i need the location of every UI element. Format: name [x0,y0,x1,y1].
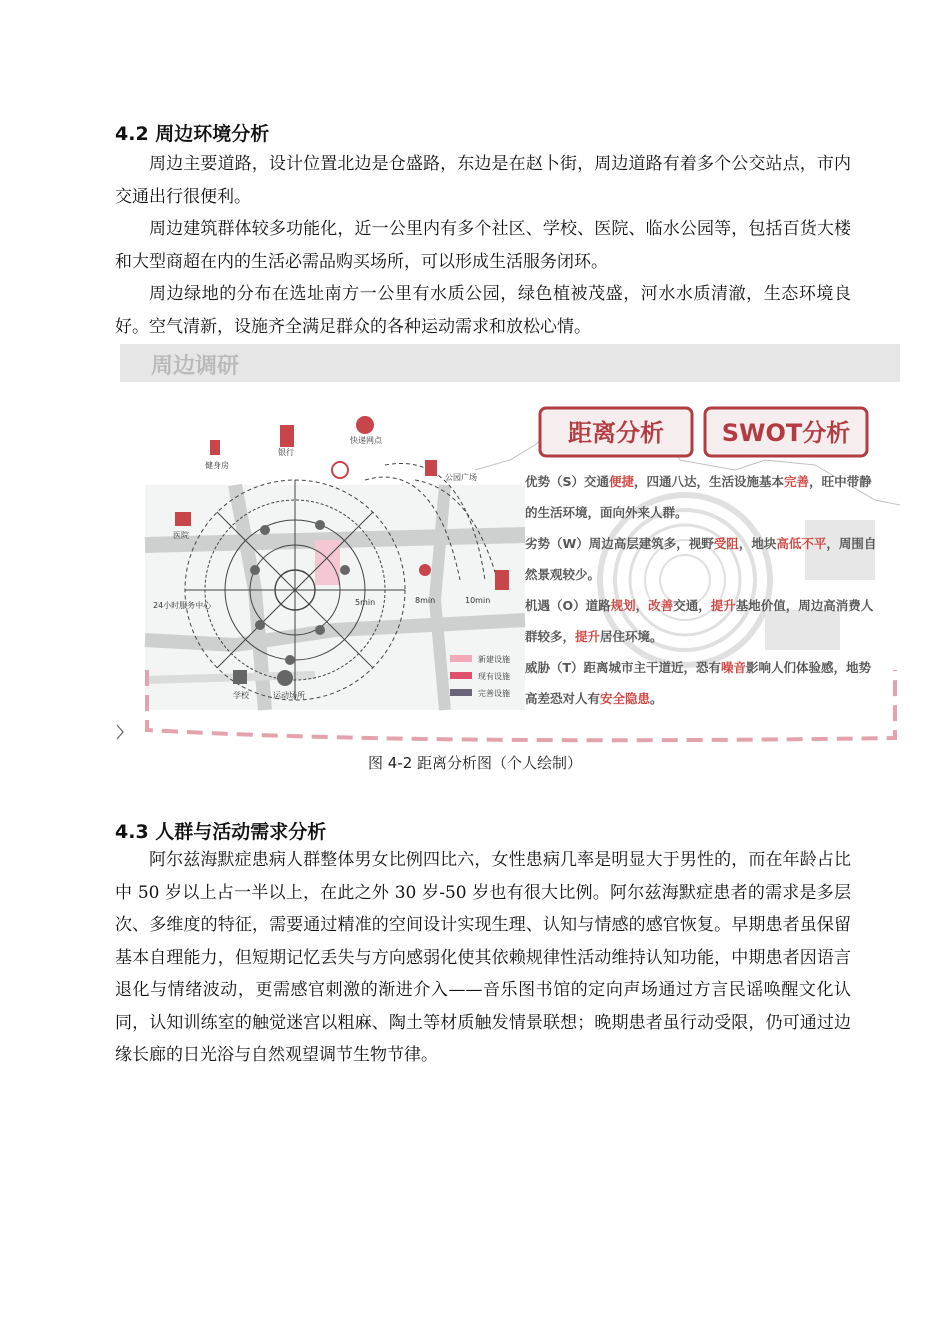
fitness-icon [210,440,220,455]
tab-swot-label: SWOT分析 [721,419,851,447]
distance-analysis-figure [115,340,900,745]
label-sports: 运动场所 [273,691,305,700]
figure-caption: 图 4-2 距离分析图（个人绘制） [367,754,583,772]
paragraph: 周边主要道路，设计位置北边是仓盛路，东边是在赵卜街，周边道路有着多个公交站点，市内交通出行很便利。 [115,154,851,207]
legend-improve: 完善设施 [478,689,510,698]
banner-title: 周边调研 [151,354,240,379]
label-park: 公园广场 [445,473,477,482]
label-fitness: 健身房 [205,461,229,470]
legend-swatch-new [450,655,472,662]
sports-icon [277,670,293,686]
legend [450,654,510,698]
legend-swatch-existing [450,672,472,679]
label-school: 学校 [233,691,249,700]
svg-text:的生活环境，面向外来人群。: 的生活环境，面向外来人群。 [525,505,688,520]
svg-text:高差恐对人有安全隐患。: 高差恐对人有安全隐患。 [525,691,663,706]
tab-distance-label: 距离分析 [568,419,664,447]
clock-icon [332,462,348,478]
section-heading-4-2: 4.2 周边环境分析 [115,123,270,145]
legend-swatch-improve [450,689,472,696]
label-distance-3: 10min [465,596,491,605]
school-icon [233,670,247,684]
svg-text:机遇（O）道路规划，改善交通，提升基地价值，周边高消费人: 机遇（O）道路规划，改善交通，提升基地价值，周边高消费人 [525,598,874,613]
label-bank: 银行 [278,448,294,457]
label-distance-1: 5min [355,598,376,607]
arrow-icon [117,725,123,739]
bank-icon [280,425,294,447]
svg-text:威胁（T）距离城市主干道近，恐有噪音影响人们体验感，地势: 威胁（T）距离城市主干道近，恐有噪音影响人们体验感，地势 [525,660,872,675]
svg-text:然景观较少。: 然景观较少。 [525,567,601,582]
label-distance-2: 8min [415,596,436,605]
paragraph: 阿尔兹海默症患病人群整体男女比例四比六，女性患病几率是明显大于男性的，而在年龄占比中 50 岁以上占一半以上，在此之外 30 岁-50 岁也有很大比例。阿尔兹海默症患者的需求是多层次、多维度的特征，需要通过精准的空间设计实现生理、认知与情感的感官恢复。早期患者虽保留基本自理能力，但短期记忆丢失与方向感弱化使其依赖规律性活动维持认知功能，中期患者因语言退化与情绪波动，更需感官刺激的渐进介入——音乐图书馆的定向声场通过方言民谣唤醒文化认同，认知训练室的触觉迷宫以粗麻、陶土等材质触发情景联想；晚期患者虽行动受限，仍可通过边缘长廊的日光浴与自然观望调节生物节律。 [115,850,851,1065]
legend-new: 新建设施 [478,655,510,664]
label-hospital: 医院 [173,531,189,540]
label-delivery: 快递网点 [350,436,382,445]
label-service: 24小时服务中心 [153,601,212,610]
swot-text [525,474,876,706]
delivery-icon [356,416,374,434]
transit-icon [495,570,509,590]
svg-text:优势（S）交通便捷，四通八达，生活设施基本完善，旺中带静: 优势（S）交通便捷，四通八达，生活设施基本完善，旺中带静 [525,474,872,489]
svg-text:群较多，提升居住环境。: 群较多，提升居住环境。 [525,629,663,644]
hospital-icon [175,512,191,526]
paragraph: 周边绿地的分布在选址南方一公里有水质公园，绿色植被茂盛，河水水质清澈，生态环境良好。空气清新，设施齐全满足群众的各种运动需求和放松心情。 [115,284,851,337]
paragraph: 周边建筑群体较多功能化，近一公里内有多个社区、学校、医院、临水公园等，包括百货大楼和大型商超在内的生活必需品购买场所，可以形成生活服务闭环。 [115,219,851,272]
legend-existing: 现有设施 [478,672,510,681]
svg-text:劣势（W）周边高层建筑多，视野受阻，地块高低不平，周围自: 劣势（W）周边高层建筑多，视野受阻，地块高低不平，周围自 [525,536,877,551]
section-heading-4-3: 4.3 人群与活动需求分析 [115,821,327,843]
park-icon [425,460,437,476]
